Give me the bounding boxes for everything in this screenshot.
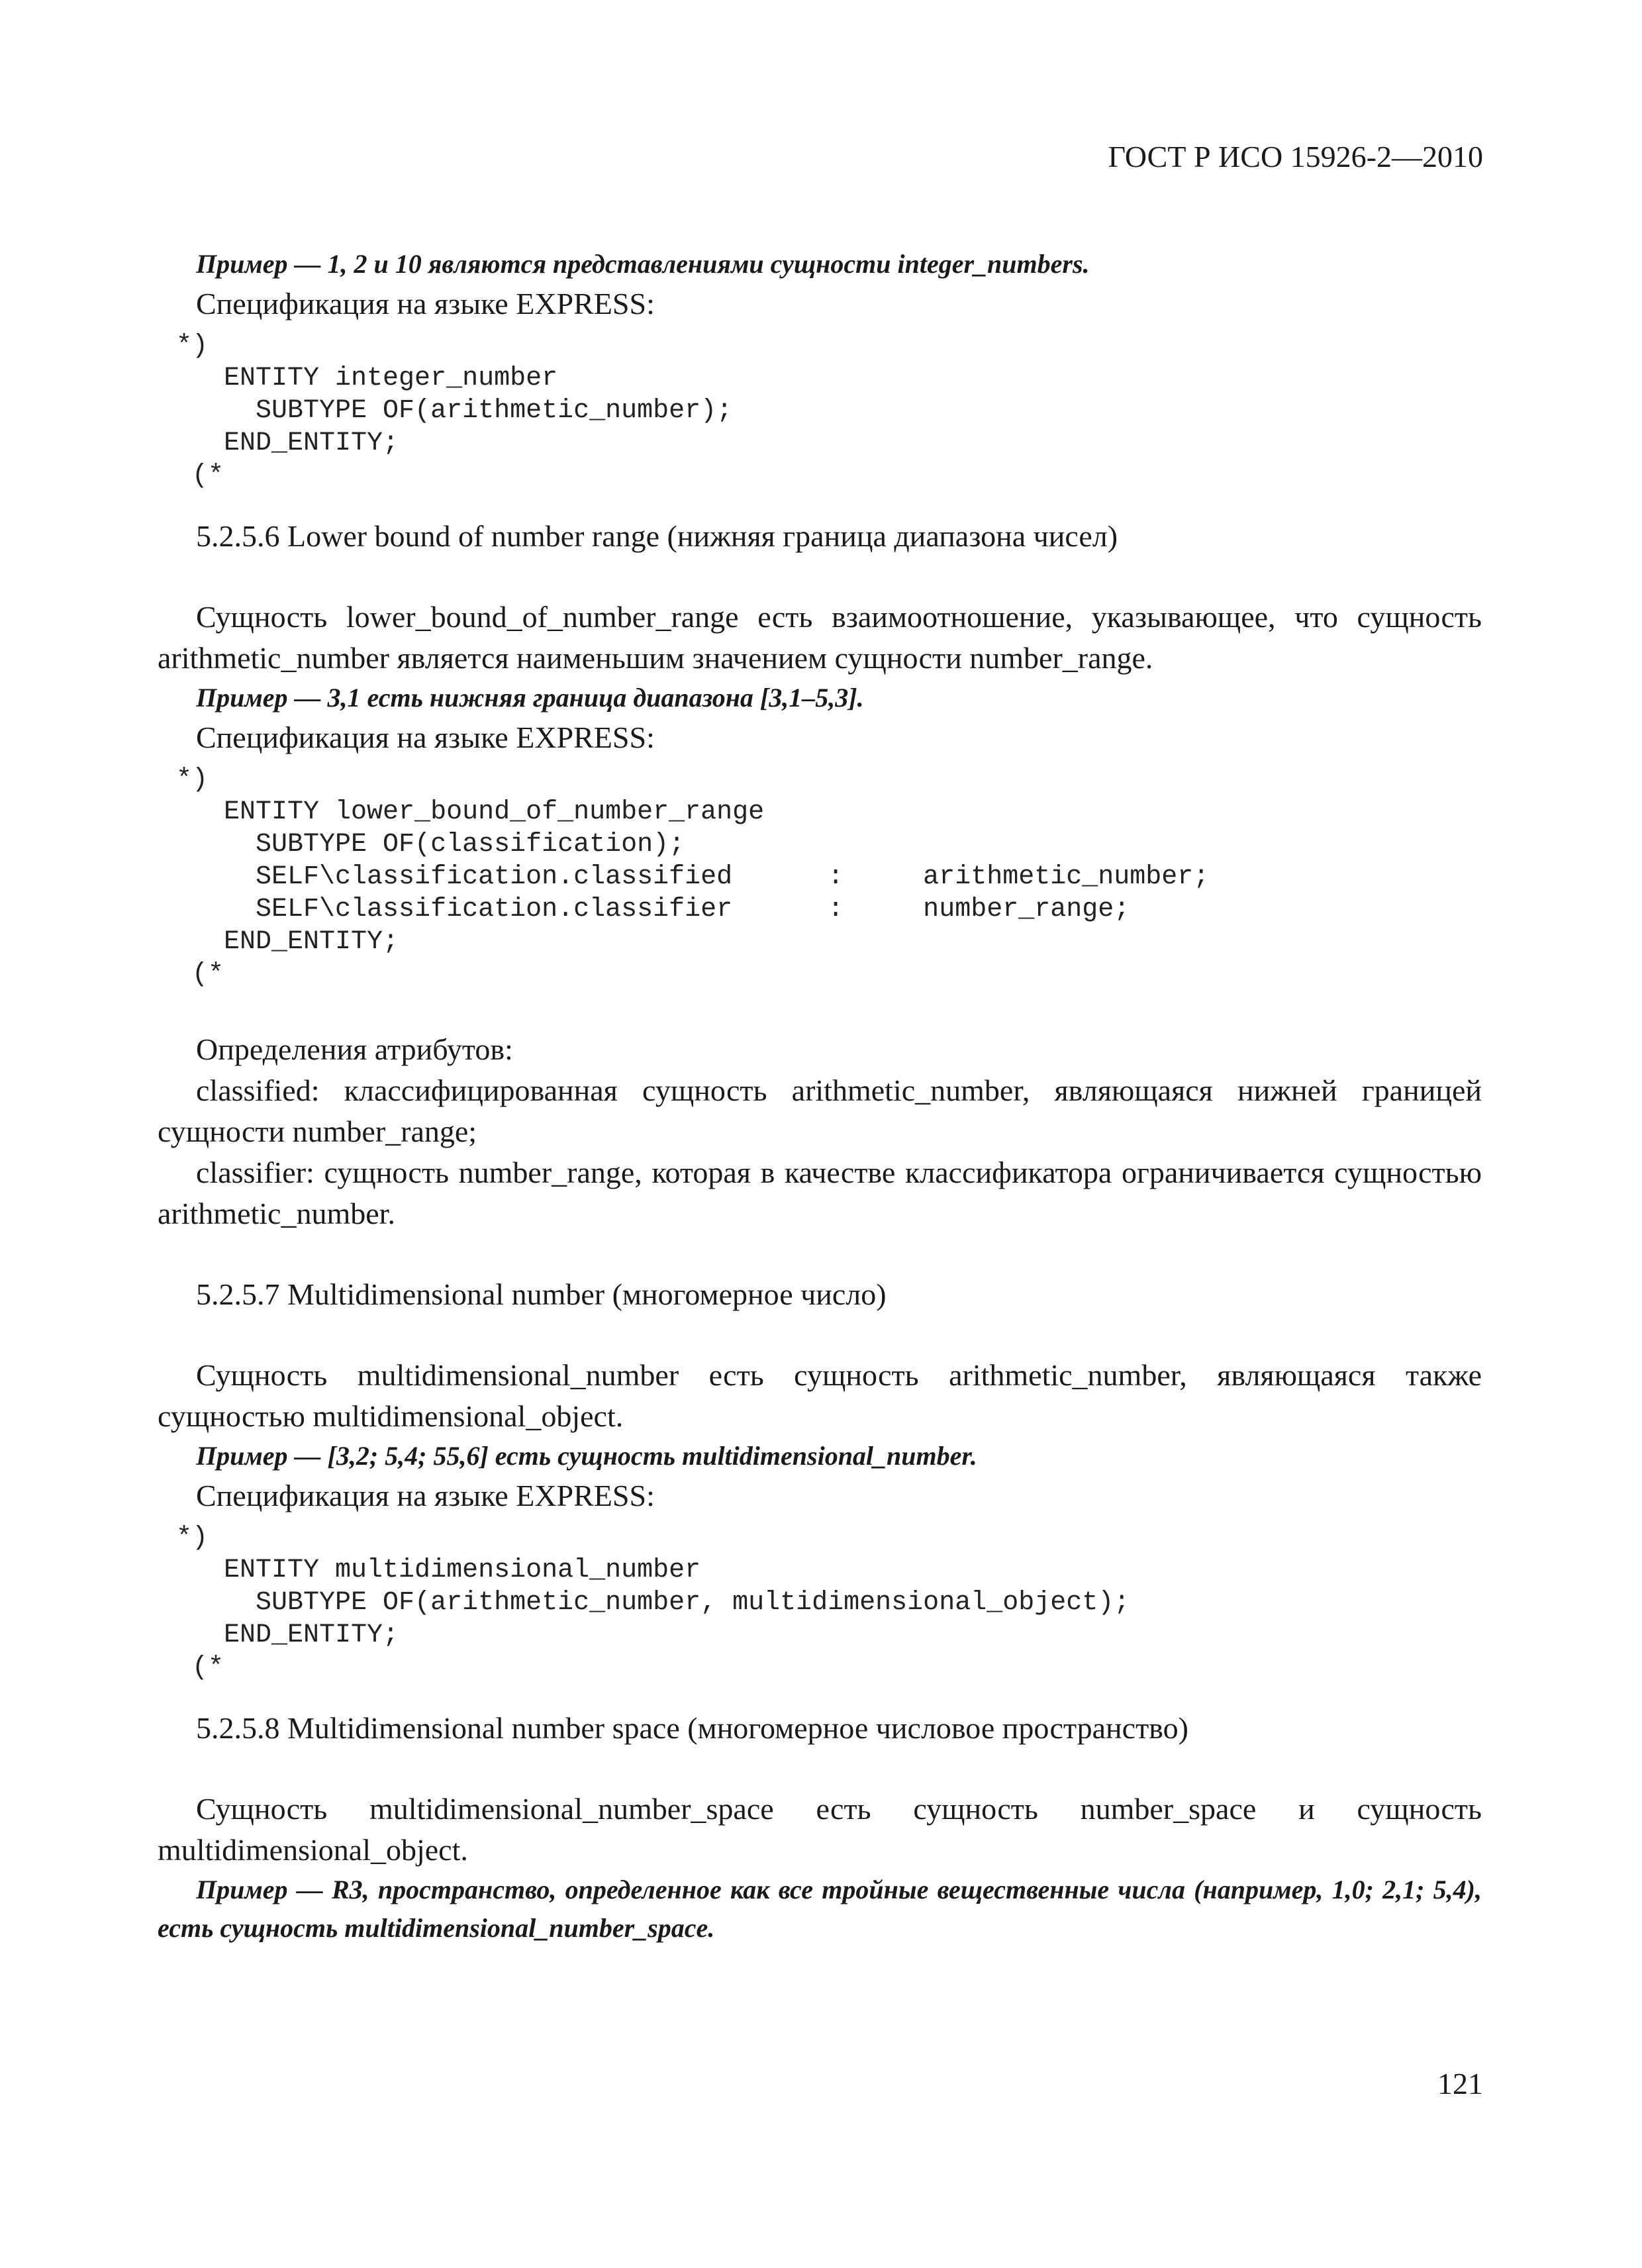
example-integer-numbers: Пример — 1, 2 и 10 являются представлениями сущности integer_numbers. [196,249,1090,279]
attribute-classifier: classifier: сущность number_range, которая в качестве классификатора ограничивается сущностью arithmetic_number. [158,1156,1482,1230]
express-spec-label: Спецификация на языке EXPRESS: [196,720,655,754]
para-lower-bound: Сущность lower_bound_of_number_range есть взаимоотношение, указывающее, что сущность arithmetic_number является наименьшим значением сущности number_range. [158,600,1482,675]
para-multidimensional-number: Сущность multidimensional_number есть сущность arithmetic_number, являющаяся также сущностью multidimensional_object. [158,1358,1482,1433]
page-number: 121 [1437,2067,1483,2100]
code-block-lower-bound: *) ENTITY lower_bound_of_number_range SUBTYPE OF(classification); SELF\classification.classified : arithmetic_number; SELF\classification.classifier : number_range; END_ENTITY; (* [176,765,1210,989]
page-body [158,245,1482,1948]
example-lower-bound: Пример — 3,1 есть нижняя граница диапазона [3,1–5,3]. [196,683,864,713]
code-block-integer-number: *) ENTITY integer_number SUBTYPE OF(arithmetic_number); END_ENTITY; (* [176,331,733,491]
section-heading-5-2-5-7: 5.2.5.7 Multidimensional number (многомерное число) [196,1277,887,1311]
express-spec-label: Спецификация на языке EXPRESS: [196,1479,655,1512]
example-multidimensional-number-space: Пример — R3, пространство, определенное как все тройные вещественные числа (например, 1,0; 2,1; 5,4), есть сущность multidimensional_number_space. [158,1875,1482,1943]
section-heading-5-2-5-6: 5.2.5.6 Lower bound of number range (нижняя граница диапазона чисел) [196,519,1118,553]
para-multidimensional-number-space: Сущность multidimensional_number_space есть сущность number_space и сущность multidimensional_object. [158,1792,1482,1867]
express-spec-label: Спецификация на языке EXPRESS: [196,287,655,320]
attribute-classified: classified: классифицированная сущность arithmetic_number, являющаяся нижней границей сущности number_range; [158,1073,1482,1148]
code-block-multidimensional-number: *) ENTITY multidimensional_number SUBTYPE OF(arithmetic_number, multidimensional_object); END_ENTITY; (* [176,1523,1130,1683]
example-multidimensional-number: Пример — [3,2; 5,4; 55,6] есть сущность multidimensional_number. [196,1441,977,1471]
attributes-title: Определения атрибутов: [196,1032,513,1066]
page-header-doc-id: ГОСТ Р ИСО 15926-2—2010 [1108,140,1483,173]
section-heading-5-2-5-8: 5.2.5.8 Multidimensional number space (многомерное числовое пространство) [196,1711,1188,1745]
